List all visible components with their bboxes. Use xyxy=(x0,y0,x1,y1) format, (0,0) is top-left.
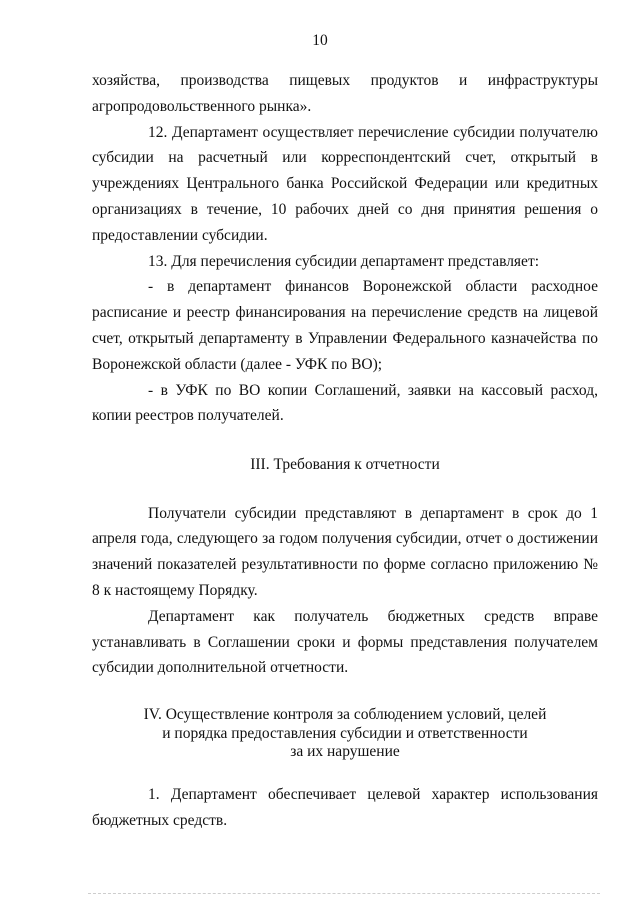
section-4-heading xyxy=(92,706,598,762)
paragraph-13: 13. Для перечисления субсидии департамент представляет: xyxy=(148,252,540,270)
page-number: 10 xyxy=(312,32,328,49)
section-4-paragraph-1: 1. Департамент обеспечивает целевой характер использования бюджетных средств. xyxy=(92,785,598,829)
paragraph-12: 12. Департамент осуществляет перечисление субсидии получателю субсидии на расчетный или корреспондентский счет, открытый в учреждениях Центрального банка Российской Федерации или кредитных организациях в течение, 10 рабочих дней со дня принятия решения о предоставлении субсидии. xyxy=(92,123,598,244)
section-4-heading-line-1: IV. Осуществление контроля за соблюдением условий, целей xyxy=(143,706,547,724)
section-3-paragraph-1: Получатели субсидии представляют в департамент в срок до 1 апреля года, следующего за годом получения субсидии, отчет о достижении значений показателей результативности по форме согласно приложению № 8 к настоящему Порядку. xyxy=(92,504,598,600)
section-4-heading-line-3: за их нарушение xyxy=(290,743,400,761)
section-4-heading-line-2: и порядка предоставления субсидии и ответственности xyxy=(162,724,528,742)
paragraph-13-item-2: - в УФК по ВО копии Соглашений, заявки на кассовый расход, копии реестров получателей. xyxy=(92,381,598,425)
section-3-paragraph-2: Департамент как получатель бюджетных средств вправе устанавливать в Соглашении сроки и формы представления получателем субсидии дополнительной отчетности. xyxy=(92,607,598,677)
scan-edge-mark xyxy=(88,893,600,894)
paragraph-continuation: хозяйства, производства пищевых продуктов и инфраструктуры агропродовольственного рынка». xyxy=(92,72,598,115)
paragraph-13-item-1: - в департамент финансов Воронежской области расходное расписание и реестр финансирования на перечисление средств на лицевой счет, открытый департаменту в Управлении Федерального казначейства по Воронежской области (далее - УФК по ВО); xyxy=(92,278,598,373)
document-body xyxy=(92,68,598,833)
section-3-heading: III. Требования к отчетности xyxy=(250,456,440,474)
